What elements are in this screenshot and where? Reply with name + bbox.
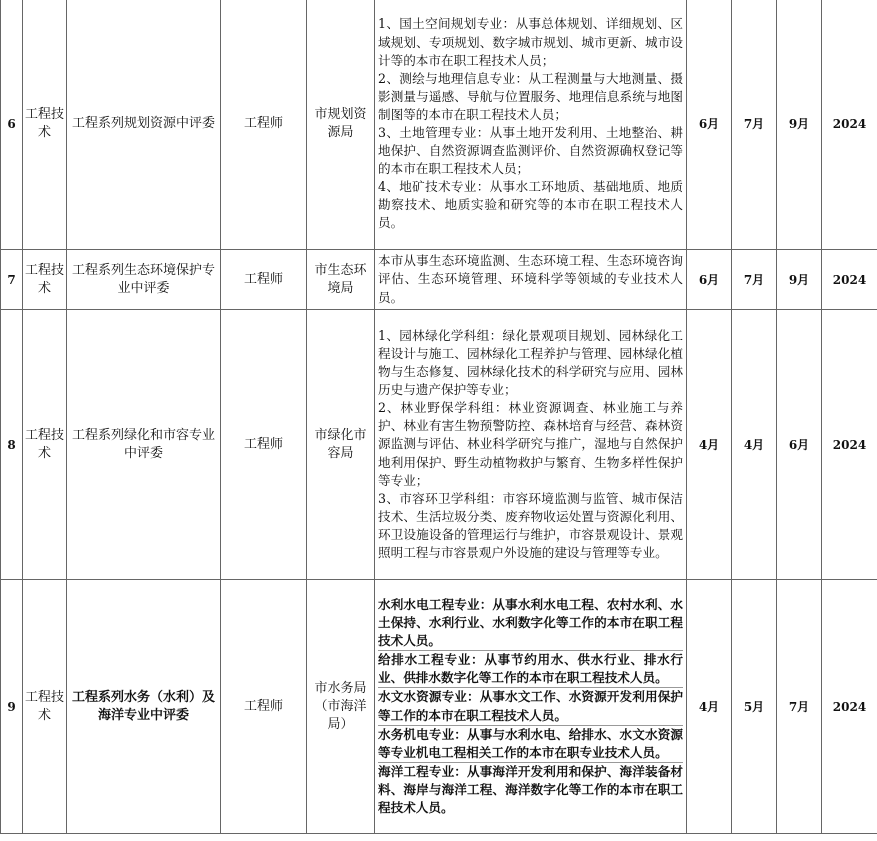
- title-level-cell: 工程师: [221, 0, 307, 250]
- description-cell: [375, 0, 687, 250]
- category-cell: 工程技术: [23, 250, 67, 310]
- department-cell: 市绿化市容局: [307, 310, 375, 580]
- description-cell: [375, 580, 687, 834]
- committee-cell: 工程系列绿化和市容专业中评委: [67, 310, 221, 580]
- description-cell: [375, 310, 687, 580]
- category-cell: 工程技术: [23, 310, 67, 580]
- committee-cell: 工程系列生态环境保护专业中评委: [67, 250, 221, 310]
- table-row: [1, 580, 877, 834]
- month-cell-1: 6月: [687, 0, 732, 250]
- title-level-cell: 工程师: [221, 250, 307, 310]
- description-paragraph: 给排水工程专业：从事节约用水、供水行业、排水行业、供排水数字化等工作的本市在职工程技术人员。: [378, 651, 683, 688]
- month-cell-2: 4月: [732, 310, 777, 580]
- title-level-cell: 工程师: [221, 310, 307, 580]
- title-level-cell: 工程师: [221, 580, 307, 834]
- month-cell-1: 6月: [687, 250, 732, 310]
- year-cell: 2024: [822, 250, 877, 310]
- category-cell: 工程技术: [23, 580, 67, 834]
- description-paragraph: 水利水电工程专业：从事水利水电工程、农村水利、水土保持、水利行业、水利数字化等工作的本市在职工程技术人员。: [378, 596, 683, 651]
- year-cell: 2024: [822, 0, 877, 250]
- description-cell: [375, 250, 687, 310]
- department-cell: 市生态环境局: [307, 250, 375, 310]
- year-cell: 2024: [822, 580, 877, 834]
- row-number: 9: [1, 580, 23, 834]
- row-number: 8: [1, 310, 23, 580]
- month-cell-3: 9月: [777, 0, 822, 250]
- description-paragraph: 3、市容环卫学科组：市容环境监测与监管、城市保洁技术、生活垃圾分类、废弃物收运处置与资源化利用、环卫设施设备的管理运行与维护，市容景观设计、景观照明工程与市容景观户外设施的建设与管理等专业。: [378, 490, 683, 561]
- department-cell: 市水务局（市海洋局）: [307, 580, 375, 834]
- month-cell-2: 7月: [732, 250, 777, 310]
- table-row: [1, 310, 877, 580]
- month-cell-1: 4月: [687, 310, 732, 580]
- month-cell-3: 7月: [777, 580, 822, 834]
- description-paragraph: 3、土地管理专业：从事土地开发利用、土地整治、耕地保护、自然资源调查监测评价、自然资源确权登记等的本市在职工程技术人员；: [378, 125, 683, 177]
- month-cell-3: 9月: [777, 250, 822, 310]
- committee-cell: 工程系列水务（水利）及海洋专业中评委: [67, 580, 221, 834]
- month-cell-2: 5月: [732, 580, 777, 834]
- description-paragraph: 水务机电专业：从事与水利水电、给排水、水文水资源等专业机电工程相关工作的本市在职专业技术人员。: [378, 726, 683, 763]
- month-cell-3: 6月: [777, 310, 822, 580]
- year-cell: 2024: [822, 310, 877, 580]
- description-paragraph: 本市从事生态环境监测、生态环境工程、生态环境咨询评估、生态环境管理、环境科学等领域的专业技术人员。: [378, 253, 683, 305]
- description-paragraph: 1、国土空间规划专业：从事总体规划、详细规划、区域规划、专项规划、数字城市规划、城市更新、城市设计等的本市在职工程技术人员；: [378, 16, 683, 68]
- department-cell: 市规划资源局: [307, 0, 375, 250]
- row-number: 7: [1, 250, 23, 310]
- description-paragraph: 海洋工程专业：从事海洋开发利用和保护、海洋装备材料、海岸与海洋工程、海洋数字化等工作的本市在职工程技术人员。: [378, 763, 683, 815]
- description-paragraph: 水文水资源专业：从事水文工作、水资源开发利用保护等工作的本市在职工程技术人员。: [378, 688, 683, 725]
- committee-cell: 工程系列规划资源中评委: [67, 0, 221, 250]
- description-paragraph: 2、林业野保学科组：林业资源调查、林业施工与养护、林业有害生物预警防控、森林培育与经营、森林资源监测与评估、林业科学研究与推广，湿地与自然保护地利用保护、野生动植物救护与繁育、生物多样性保护等专业；: [378, 400, 683, 488]
- row-number: 6: [1, 0, 23, 250]
- table-row: [1, 250, 877, 310]
- month-cell-2: 7月: [732, 0, 777, 250]
- description-paragraph: 2、测绘与地理信息专业：从工程测量与大地测量、摄影测量与遥感、导航与位置服务、地理信息系统与地图制图等的本市在职工程技术人员；: [378, 70, 683, 122]
- table-row: [1, 0, 877, 250]
- month-cell-1: 4月: [687, 580, 732, 834]
- category-cell: 工程技术: [23, 0, 67, 250]
- description-paragraph: 4、地矿技术专业：从事水工环地质、基础地质、地质勘察技术、地质实验和研究等的本市在职工程技术人员。: [378, 179, 683, 231]
- description-paragraph: 1、园林绿化学科组：绿化景观项目规划、园林绿化工程设计与施工、园林绿化工程养护与管理、园林绿化植物与生态修复、园林绿化技术的科学研究与应用、园林历史与遗产保护等专业；: [378, 327, 683, 398]
